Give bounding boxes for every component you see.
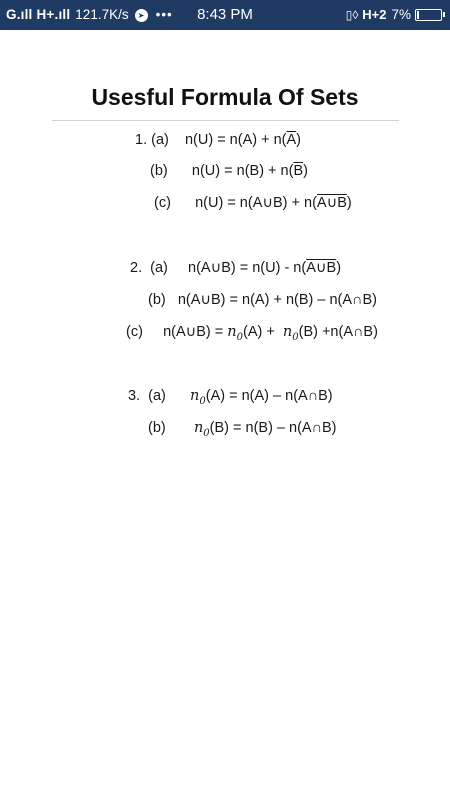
formula-label: (b) (148, 292, 166, 308)
formula-3a (128, 388, 333, 407)
complement-set: $\overline{A}$ (286, 132, 297, 148)
battery-percent: 7% (391, 7, 411, 22)
formula-3b (148, 420, 337, 439)
formula-1b (150, 163, 308, 179)
formula-2b (148, 292, 377, 308)
formula-text: (B) = n(B) – n(A∩B) (209, 420, 337, 436)
complement-set: A∪B (306, 260, 337, 276)
formula-2a (130, 260, 341, 276)
n-zero-symbol: $n_0$ (193, 420, 210, 439)
formula-text: n(U) = n(A∪B) + n( (195, 195, 317, 211)
formula-text: n(U) = n(B) + n( (191, 163, 294, 179)
formula-text: n(U) = n(A) + n( (184, 132, 287, 148)
formula-1c (154, 195, 352, 211)
formula-label: 3. (a) (128, 388, 166, 404)
formula-text-mid: (A) + (243, 324, 283, 340)
complement-set: $\overline{B}$ (293, 163, 304, 179)
status-bar (0, 0, 450, 30)
formula-label: 2. (a) (130, 260, 168, 276)
formula-1a (135, 132, 301, 148)
formula-2c (126, 324, 378, 343)
formula-text-end: ) (346, 195, 352, 211)
n-zero-symbol: $n_0$ (282, 324, 299, 343)
status-time: 8:43 PM (197, 6, 253, 23)
signal-strength-icon: G.ıll H+.ıll (6, 7, 71, 22)
battery-level (417, 11, 419, 19)
network-type-icon: H+2 (362, 7, 387, 22)
formula-label: (c) (154, 195, 171, 211)
network-speed: 121.7K/s (75, 7, 129, 22)
title-divider (52, 120, 399, 121)
complement-set: A∪B (316, 195, 347, 211)
formula-text: n(A∪B) = n(U) - n( (188, 260, 307, 276)
formula-text-end: ) (336, 260, 342, 276)
formula-text: (A) = n(A) – n(A∩B) (205, 388, 333, 404)
more-notifications-icon: ••• (155, 7, 173, 22)
telegram-icon: ➤ (135, 9, 148, 22)
n-zero-symbol: $n_0$ (227, 324, 243, 343)
formula-text-end: ) (296, 132, 302, 148)
formula-label: (b) (150, 163, 168, 179)
formula-text: n(A∪B) = (163, 324, 228, 340)
status-right (346, 0, 442, 30)
formula-text-end: (B) +n(A∩B) (298, 324, 378, 340)
formula-text: n(A∪B) = n(A) + n(B) – n(A∩B) (177, 292, 377, 308)
formula-label: (c) (126, 324, 143, 340)
page-title: Usesful Formula Of Sets (91, 84, 359, 110)
formula-label: 1. (a) (135, 132, 169, 148)
formula-text-end: ) (303, 163, 308, 179)
battery-icon (415, 9, 442, 21)
vibrate-icon: ▯◊ (345, 8, 359, 22)
n-zero-symbol: $n_0$ (190, 388, 206, 407)
formula-label: (b) (148, 420, 166, 436)
